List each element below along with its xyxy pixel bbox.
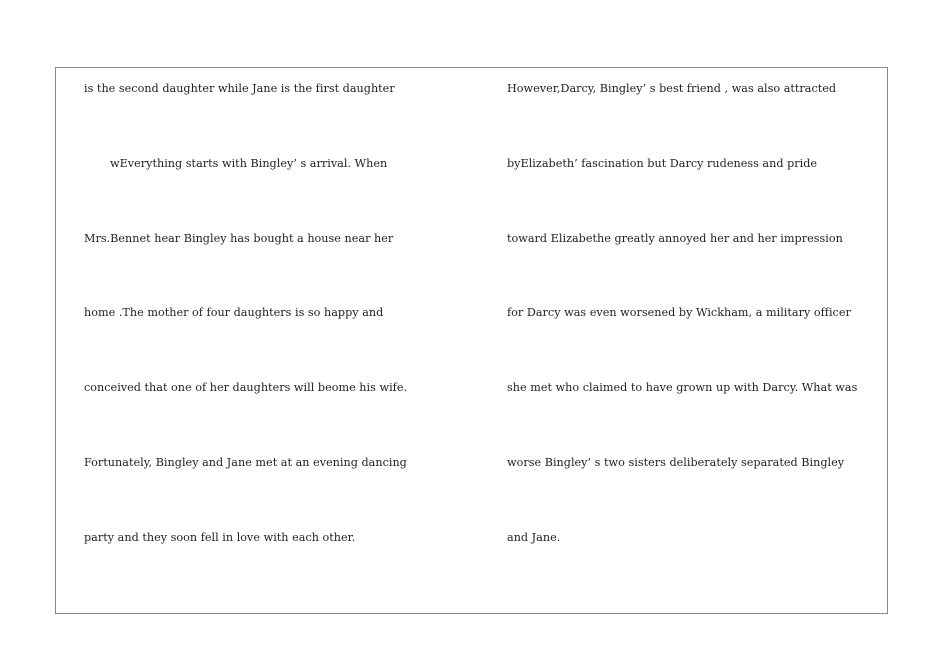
text-line: wEverything starts with Bingley’ s arrival. When	[110, 157, 388, 170]
text-line: home .The mother of four daughters is so happy and	[84, 306, 384, 319]
text-line: conceived that one of her daughters will beome his wife.	[84, 381, 408, 394]
text-line: she met who claimed to have grown up with Darcy. What was	[507, 381, 858, 394]
left-column	[84, 68, 484, 613]
text-line: and Jane.	[507, 531, 561, 544]
text-line: Mrs.Bennet hear Bingley has bought a house near her	[84, 232, 394, 245]
text-line: However,Darcy, Bingley’ s best friend , was also attracted	[507, 82, 837, 95]
text-line: worse Bingley’ s two sisters deliberately separated Bingley	[507, 456, 845, 469]
text-line: toward Elizabethe greatly annoyed her and her impression	[507, 232, 843, 245]
text-line: Fortunately, Bingley and Jane met at an evening dancing	[84, 456, 407, 469]
text-line: for Darcy was even worsened by Wickham, a military officer	[507, 306, 851, 319]
text-line: party and they soon fell in love with each other.	[84, 531, 356, 544]
text-line: byElizabeth’ fascination but Darcy rudeness and pride	[507, 157, 818, 170]
right-column	[507, 68, 887, 613]
text-line: is the second daughter while Jane is the first daughter	[84, 82, 395, 95]
page-frame	[55, 67, 888, 614]
